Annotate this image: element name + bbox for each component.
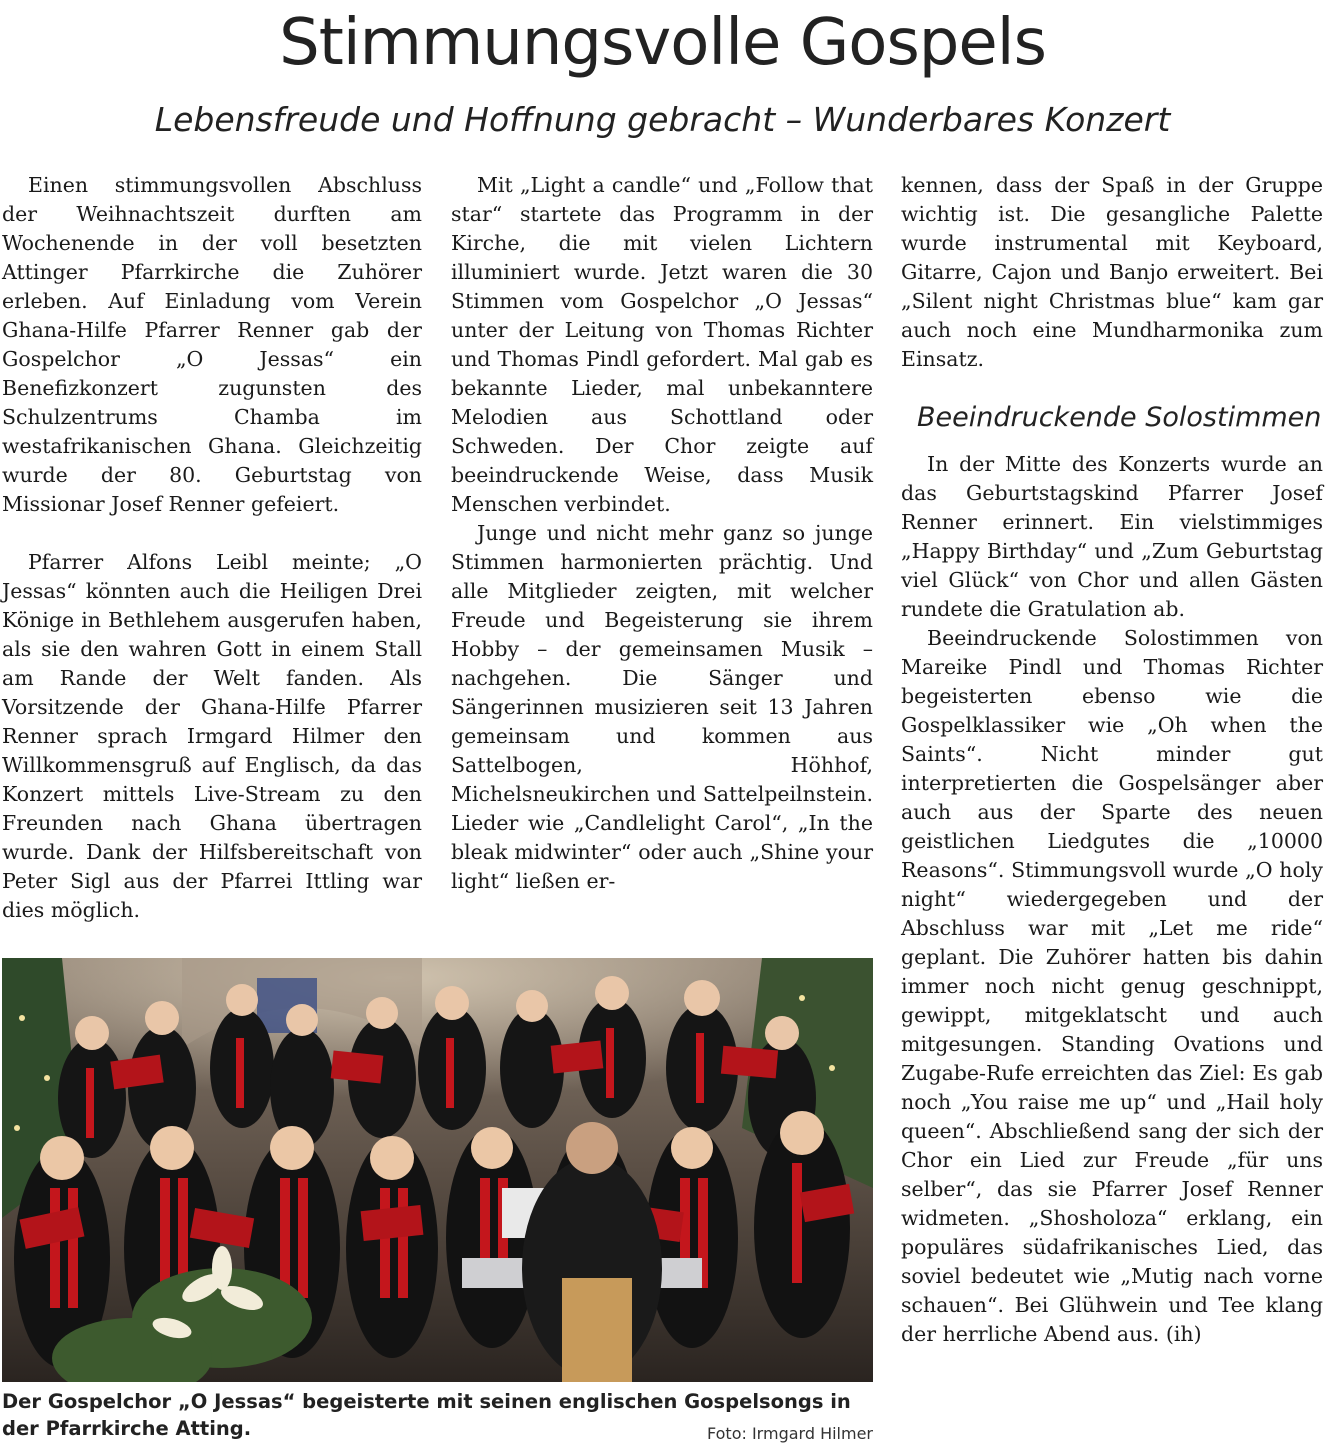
article-column-1 bbox=[2, 171, 422, 925]
article-column-2 bbox=[451, 171, 873, 896]
paragraph: Einen stimmungsvollen Abschluss der Weihnachtszeit durften am Wochenende in der voll besetzten Attinger Pfarrkirche die Zuhörer erleben. Auf Einladung vom Verein Ghana-Hilfe Pfarrer Renner gab der Gospelchor „O Jessas“ ein Benefizkonzert zugunsten des Schulzentrums Chamba im westafrikanischen Ghana. Gleichzeitig wurde der 80. Geburtstag von Missionar Josef Renner gefeiert. bbox=[2, 173, 422, 516]
subheadline: Lebensfreude und Hoffnung gebracht – Wunderbares Konzert bbox=[154, 100, 1171, 139]
paragraph: In der Mitte des Konzerts wurde an das Geburtstagskind Pfarrer Josef Renner erinnert. Ein vielstimmiges „Happy Birthday“ und „Zum Geburtstag viel Glück“ von Chor und allen Gästen rundete die Gratulation ab. bbox=[901, 452, 1323, 621]
paragraph: Junge und nicht mehr ganz so junge Stimmen harmonierten prächtig. Und alle Mitglieder zeigten, mit welcher Freude und Begeisterung sie ihrem Hobby – der gemeinsamen Musik – nachgehen. Die Sänger und Sängerinnen musizieren seit 13 Jahren gemeinsam und kommen aus Sattelbogen, Höhhof, Michelsneukirchen und Sattelpeilnstein. Lieder wie „Candlelight Carol“, „In the bleak midwinter“ oder auch „Shine your light“ ließen er- bbox=[451, 521, 873, 893]
paragraph: kennen, dass der Spaß in der Gruppe wichtig ist. Die gesangliche Palette wurde instrumental mit Keyboard, Gitarre, Cajon und Banjo erweitert. Bei „Silent night Christmas blue“ kam gar auch noch eine Mundharmonika zum Einsatz. bbox=[901, 173, 1323, 371]
article-column-3 bbox=[901, 171, 1323, 1349]
paragraph: Beeindruckende Solostimmen von Mareike Pindl und Thomas Richter begeisterten ebenso wie die Gospelklassiker wie „Oh when the Saints“. Nicht minder gut interpretierten die Gospelsänger aber auch aus der Sparte des neuen geistlichen Liedgutes die „10000 Reasons“. Stimmungsvoll wurde „O holy night“ wiedergegeben und der Abschluss war mit „Let me ride“ geplant. Die Zuhörer hatten bis dahin immer noch nicht genug geschnippt, gewippt, mitgeklatscht und auch mitgesungen. Standing Ovations und Zugabe-Rufe erreichten das Ziel: Es gab noch „You raise me up“ und „Hail holy queen“. Abschließend sang der sich der Chor ein Lied zur Freude „für uns selber“, das sie Pfarrer Josef Renner widmeten. „Shosholoza“ erklang, ein populäres südafrikanisches Lied, das soviel bedeutet wie „Mutig nach vorne schauen“. Bei Glühwein und Tee klang der herrliche Abend aus. (ih) bbox=[901, 626, 1323, 1346]
headline: Stimmungsvolle Gospels bbox=[279, 6, 1046, 80]
choir-photo bbox=[2, 958, 873, 1382]
paragraph: Pfarrer Alfons Leibl meinte; „O Jessas“ könnten auch die Heiligen Drei Könige in Bethlehem ausgerufen haben, als sie den wahren Gott in einem Stall am Rande der Welt fanden. Als Vorsitzende der Ghana-Hilfe Pfarrer Renner sprach Irmgard Hilmer den Willkommensgruß auf Englisch, da das Konzert mittels Live-Stream zu den Freunden nach Ghana übertragen wurde. Dank der Hilfsbereitschaft von Peter Sigl aus der Pfarrei Ittling war dies möglich. bbox=[2, 550, 422, 922]
section-subheading: Beeindruckende Solostimmen bbox=[917, 402, 1322, 433]
paragraph: Mit „Light a candle“ und „Follow that star“ startete das Programm in der Kirche, die mit vielen Lichtern illuminiert wurde. Jetzt waren die 30 Stimmen vom Gospelchor „O Jessas“ unter der Leitung von Thomas Richter und Thomas Pindl gefordert. Mal gab es bekannte Lieder, mal unbekanntere Melodien aus Schottland oder Schweden. Der Chor zeigte auf beeindruckende Weise, dass Musik Menschen verbindet. bbox=[451, 173, 873, 516]
photo-caption: Der Gospelchor „O Jessas“ begeisterte mit seinen englischen Gospelsongs in der Pfarrkirche Atting. bbox=[2, 1390, 851, 1440]
photo-credit: Foto: Irmgard Hilmer bbox=[707, 1424, 873, 1443]
